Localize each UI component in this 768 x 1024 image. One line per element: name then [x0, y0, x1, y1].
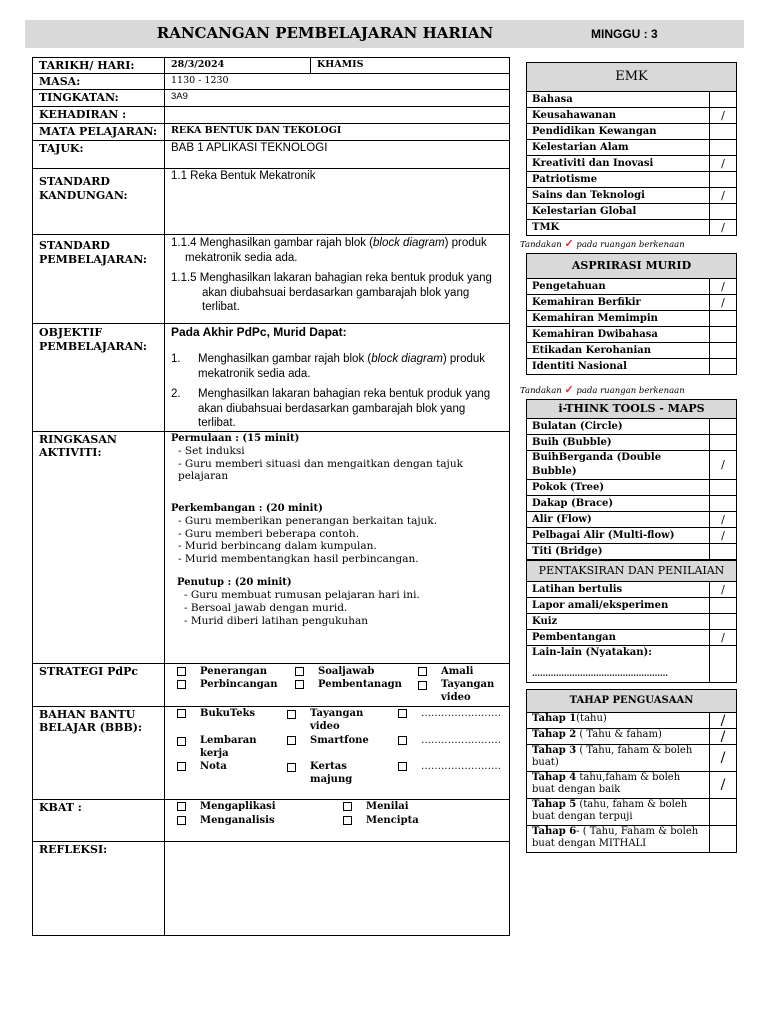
- row-kbat: [33, 800, 510, 842]
- tajuk-value[interactable]: BAB 1 APLIKASI TEKNOLOGI: [165, 141, 510, 169]
- tahap-item-desc: - ( Tahu, Faham & boleh buat dengan MITHALI: [532, 826, 699, 849]
- tahap-row: [527, 713, 737, 729]
- masa-label: MASA:: [33, 74, 165, 90]
- checkbox[interactable]: [418, 681, 427, 690]
- ithink-item-label: Alir (Flow): [527, 512, 710, 528]
- emk-item-checkbox[interactable]: [709, 92, 736, 108]
- emk-item-checkbox[interactable]: [709, 172, 736, 188]
- checkbox[interactable]: [177, 709, 186, 718]
- tahap-item-checkbox[interactable]: /: [710, 729, 737, 745]
- ithink-row: [527, 451, 737, 480]
- checkbox[interactable]: [295, 680, 304, 689]
- sk-label: STANDARD KANDUNGAN:: [33, 169, 165, 235]
- tahap-item-level: Tahap 5: [532, 799, 577, 810]
- emk-item-checkbox[interactable]: [709, 204, 736, 220]
- tahap-row: [527, 826, 737, 853]
- tahap-item-label: [527, 745, 710, 772]
- aspirasi-row: [527, 279, 737, 295]
- sp1-text-a: 1.1.4 Menghasilkan gambar rajah blok (: [171, 237, 374, 250]
- ithink-item-label: Bulatan (Circle): [527, 419, 710, 435]
- penutup-heading: Penutup : (20 minit): [177, 577, 292, 589]
- row-bbb: [33, 707, 510, 800]
- tahap-item-label: [527, 772, 710, 799]
- pentaksiran-item-checkbox[interactable]: /: [709, 630, 736, 646]
- bbb-option[interactable]: Lembaran kerja: [177, 735, 262, 760]
- kbat-option[interactable]: Menilai: [343, 801, 409, 814]
- perkembangan-item: - Murid membentangkan hasil perbincangan.: [178, 552, 419, 565]
- strategi-option[interactable]: Amali: [418, 666, 473, 679]
- kbat-option[interactable]: Mengaplikasi: [177, 801, 276, 814]
- bbb-option[interactable]: Smartfone: [287, 735, 369, 748]
- tahap-item-desc: (tahu): [576, 713, 607, 724]
- permulaan-item: - Set induksi: [178, 445, 245, 458]
- checkbox[interactable]: [177, 680, 186, 689]
- aspirasi-item-checkbox[interactable]: /: [709, 295, 736, 311]
- ithink-item-label: Titi (Bridge): [527, 544, 710, 560]
- tahap-row: [527, 729, 737, 745]
- emk-item-label: Bahasa: [527, 92, 710, 108]
- row-tarikh: [33, 58, 510, 74]
- pentaksiran-rows: [527, 582, 737, 646]
- obj-item-1: [171, 352, 503, 381]
- mata-label: MATA PELAJARAN:: [33, 124, 165, 141]
- tingkatan-value[interactable]: 3A9: [165, 90, 510, 107]
- aspirasi-item-checkbox[interactable]: [709, 327, 736, 343]
- emk-row: [527, 124, 737, 140]
- bbb-option[interactable]: Tayangan video: [287, 708, 372, 733]
- tahap-table: [526, 689, 737, 853]
- emk-item-label: Kreativiti dan Inovasi: [527, 156, 710, 172]
- row-objektif: [33, 324, 510, 432]
- bbb-option[interactable]: Kertas majung: [287, 761, 372, 786]
- emk-table: [526, 62, 737, 236]
- ithink-item-checkbox[interactable]: [710, 544, 737, 560]
- pentaksiran-row: [527, 614, 737, 630]
- aspirasi-row: [527, 359, 737, 375]
- ithink-item-checkbox[interactable]: [710, 435, 737, 451]
- ithink-row: [527, 512, 737, 528]
- perkembangan-item: - Guru memberikan penerangan berkaitan tajuk.: [178, 515, 438, 528]
- row-refleksi: [33, 842, 510, 936]
- aspirasi-item-label: Etikadan Kerohanian: [527, 343, 710, 359]
- ithink-item-checkbox[interactable]: /: [710, 512, 737, 528]
- emk-row: [527, 92, 737, 108]
- perkembangan-heading: Perkembangan : (20 minit): [171, 503, 323, 515]
- emk-item-checkbox[interactable]: /: [709, 108, 736, 124]
- permulaan-item: - Guru memberi situasi dan mengaitkan dengan tajuk pelajaran: [178, 457, 463, 483]
- week-label: MINGGU : 3: [591, 27, 658, 41]
- obj1-text-b: block diagram: [371, 353, 443, 366]
- lain-checkbox[interactable]: [709, 646, 736, 683]
- ithink-item-label: Pelbagai Alir (Multi-flow): [527, 528, 710, 544]
- row-tajuk: [33, 141, 510, 169]
- emk-item-label: Kelestarian Alam: [527, 140, 710, 156]
- pentaksiran-item-checkbox[interactable]: [709, 614, 736, 630]
- tahap-item-checkbox[interactable]: /: [710, 745, 737, 772]
- aspirasi-item-checkbox[interactable]: /: [709, 279, 736, 295]
- checkbox[interactable]: [343, 816, 352, 825]
- ithink-item-checkbox[interactable]: [710, 496, 737, 512]
- emk-item-label: Patriotisme: [527, 172, 710, 188]
- sp-label: STANDARD PEMBELAJARAN:: [33, 235, 165, 324]
- emk-row: [527, 204, 737, 220]
- emk-item-checkbox[interactable]: [709, 140, 736, 156]
- lesson-plan-table: [32, 57, 510, 936]
- tahap-title: TAHAP PENGUASAAN: [527, 690, 737, 713]
- pentaksiran-row: [527, 598, 737, 614]
- emk-item-label: Pendidikan Kewangan: [527, 124, 710, 140]
- emk-title: EMK: [527, 63, 737, 92]
- lain-dots: ……………………………………………: [532, 668, 668, 678]
- obj1-text-c: ) produk mekatronik sedia ada.: [198, 353, 486, 380]
- checkbox[interactable]: [177, 667, 186, 676]
- ithink-item-label: Buih (Bubble): [527, 435, 710, 451]
- pentaksiran-item-label: Lapor amali/eksperimen: [527, 598, 710, 614]
- penutup-item: - Bersoal jawab dengan murid.: [184, 602, 348, 614]
- tahap-rows: [527, 713, 737, 853]
- emk-item-checkbox[interactable]: [709, 124, 736, 140]
- strategi-option[interactable]: Penerangan: [177, 666, 267, 679]
- tahap-item-level: Tahap 6: [532, 826, 577, 837]
- emk-item-label: Kelestarian Global: [527, 204, 710, 220]
- kbat-label: KBAT :: [33, 800, 165, 842]
- perkembangan-item: - Murid berbincang dalam kumpulan.: [178, 540, 377, 553]
- kehadiran-value[interactable]: [165, 107, 510, 124]
- pentaksiran-item-label: Pembentangan: [527, 630, 710, 646]
- aspirasi-row: [527, 327, 737, 343]
- ithink-row: [527, 496, 737, 512]
- checkbox[interactable]: [177, 816, 186, 825]
- aspirasi-item-checkbox[interactable]: [709, 343, 736, 359]
- obj-intro: Pada Akhir PdPc, Murid Dapat:: [171, 325, 347, 340]
- row-mata-pelajaran: [33, 124, 510, 141]
- aspirasi-row: [527, 295, 737, 311]
- ithink-row: [527, 544, 737, 560]
- ithink-item-label: BuihBerganda (Double Bubble): [527, 451, 710, 480]
- kbat-options: [165, 800, 510, 842]
- tahap-item-desc: ( Tahu & faham): [576, 729, 662, 740]
- masa-value[interactable]: 1130 - 1230: [165, 74, 510, 90]
- tahap-item-label: [527, 799, 710, 826]
- checkbox[interactable]: [343, 802, 352, 811]
- tahap-item-checkbox[interactable]: [710, 799, 737, 826]
- aspirasi-item-label: Kemahiran Memimpin: [527, 311, 710, 327]
- checkbox[interactable]: [177, 802, 186, 811]
- tahap-item-checkbox[interactable]: /: [710, 772, 737, 799]
- tahap-item-level: Tahap 3: [532, 745, 577, 756]
- emk-row: [527, 156, 737, 172]
- sp-value[interactable]: [165, 235, 510, 324]
- strategi-options: [165, 664, 510, 707]
- checkbox[interactable]: [287, 763, 296, 772]
- ithink-item-checkbox[interactable]: /: [710, 528, 737, 544]
- emk-note: Tandakan ✓ pada ruangan berkenaan: [520, 237, 685, 250]
- ithink-item-label: Pokok (Tree): [527, 480, 710, 496]
- tahap-item-checkbox[interactable]: [710, 826, 737, 853]
- aspirasi-item-checkbox[interactable]: [709, 359, 736, 375]
- hari-value[interactable]: KHAMIS: [311, 58, 510, 74]
- tahap-item-level: Tahap 4: [532, 772, 577, 783]
- sp1-text-b: block diagram: [373, 237, 445, 250]
- ithink-item-checkbox[interactable]: /: [710, 451, 737, 480]
- emk-item-checkbox[interactable]: /: [709, 188, 736, 204]
- checkbox[interactable]: [295, 667, 304, 676]
- obj1-text-a: Menghasilkan gambar rajah blok (: [198, 353, 372, 366]
- bbb-option[interactable]: Nota: [177, 761, 227, 774]
- pentaksiran-item-checkbox[interactable]: /: [709, 582, 736, 598]
- lain-cell[interactable]: [527, 646, 710, 683]
- obj2-num: 2.: [171, 388, 181, 401]
- refleksi-label: REFLEKSI:: [33, 842, 165, 936]
- obj1-text: [198, 352, 503, 381]
- tarikh-value[interactable]: 28/3/2024: [165, 58, 311, 74]
- checkbox[interactable]: [398, 709, 407, 718]
- ithink-rows: [527, 419, 737, 560]
- aspirasi-table: [526, 253, 737, 375]
- obj-label: OBJEKTIF PEMBELAJARAN:: [33, 324, 165, 432]
- header-banner: [25, 20, 744, 48]
- obj2-text: Menghasilkan lakaran bahagian reka bentuk produk yang akan diubahsuai berdasarkan gambarajah blok yang terlibat.: [198, 388, 491, 429]
- lain-label: Lain-lain (Nyatakan):: [532, 647, 652, 658]
- emk-item-checkbox[interactable]: /: [709, 156, 736, 172]
- bbb-option[interactable]: ……………………: [398, 735, 501, 748]
- emk-row: [527, 172, 737, 188]
- bbb-option[interactable]: BukuTeks: [177, 708, 255, 721]
- penutup-item: - Guru membuat rumusan pelajaran hari ini.: [184, 589, 420, 602]
- emk-item-label: Sains dan Teknologi: [527, 188, 710, 204]
- tajuk-label: TAJUK:: [33, 141, 165, 169]
- checkbox[interactable]: [287, 710, 296, 719]
- checkbox[interactable]: [287, 736, 296, 745]
- ithink-row: [527, 435, 737, 451]
- pentaksiran-table: [526, 560, 737, 683]
- strategi-option[interactable]: Pembentanagn: [295, 679, 402, 692]
- pentaksiran-item-label: Kuiz: [527, 614, 710, 630]
- kbat-option[interactable]: Mencipta: [343, 815, 419, 828]
- tahap-item-label: [527, 826, 710, 853]
- tahap-item-desc: tahu,faham & boleh buat dengan baik: [532, 772, 681, 795]
- ithink-row: [527, 419, 737, 435]
- ithink-row: [527, 528, 737, 544]
- tahap-item-label: [527, 729, 710, 745]
- checkbox[interactable]: [177, 737, 186, 746]
- emk-row: [527, 188, 737, 204]
- checkbox[interactable]: [418, 667, 427, 676]
- tahap-item-level: Tahap 1: [532, 713, 577, 724]
- pentaksiran-item-checkbox[interactable]: [709, 598, 736, 614]
- kehadiran-label: KEHADIRAN :: [33, 107, 165, 124]
- tahap-item-desc: ( Tahu, faham & boleh buat): [532, 745, 693, 768]
- obj-value[interactable]: [165, 324, 510, 432]
- row-tingkatan: [33, 90, 510, 107]
- bbb-label: BAHAN BANTU BELAJAR (BBB):: [33, 707, 165, 800]
- tahap-item-checkbox[interactable]: /: [710, 713, 737, 729]
- tingkatan-label: TINGKATAN:: [33, 90, 165, 107]
- tahap-item-desc: (tahu, faham & boleh buat dengan terpuji: [532, 799, 688, 822]
- obj1-num: 1.: [171, 353, 181, 366]
- aspirasi-item-label: Kemahiran Dwibahasa: [527, 327, 710, 343]
- sk-value[interactable]: 1.1 Reka Bentuk Mekatronik: [165, 169, 510, 235]
- perkembangan-item: - Guru memberi beberapa contoh.: [178, 527, 360, 540]
- check-mark-icon: ✓: [564, 383, 574, 396]
- pentaksiran-lain-row: [527, 646, 737, 683]
- tahap-item-label: [527, 713, 710, 729]
- checkbox[interactable]: [398, 736, 407, 745]
- mata-value[interactable]: REKA BENTUK DAN TEKOLOGI: [165, 124, 510, 141]
- aspirasi-item-label: Pengetahuan: [527, 279, 710, 295]
- ithink-item-label: Dakap (Brace): [527, 496, 710, 512]
- obj-item-2: [171, 387, 503, 430]
- emk-row: [527, 140, 737, 156]
- bbb-option[interactable]: ……………………: [398, 761, 501, 774]
- checkbox[interactable]: [177, 762, 186, 771]
- permulaan-heading: Permulaan : (15 minit): [171, 433, 300, 445]
- aspirasi-rows: [527, 279, 737, 375]
- tahap-item-level: Tahap 2: [532, 729, 577, 740]
- row-kehadiran: [33, 107, 510, 124]
- aspirasi-note: Tandakan ✓ pada ruangan berkenaan: [520, 383, 685, 396]
- kbat-option[interactable]: Menganalisis: [177, 815, 275, 828]
- strategi-option[interactable]: Tayangan video: [418, 679, 501, 704]
- emk-rows: [527, 92, 737, 236]
- bbb-option[interactable]: ……………………: [398, 708, 501, 721]
- strategi-option[interactable]: Perbincangan: [177, 679, 278, 692]
- tarikh-label: TARIKH/ HARI:: [33, 58, 165, 74]
- tahap-row: [527, 745, 737, 772]
- row-masa: [33, 74, 510, 90]
- emk-item-label: TMK: [527, 220, 710, 236]
- tahap-row: [527, 772, 737, 799]
- pentaksiran-row: [527, 582, 737, 598]
- strategi-option[interactable]: Soaljawab: [295, 666, 374, 679]
- emk-row: [527, 220, 737, 236]
- bbb-options: [165, 707, 510, 800]
- aspirasi-row: [527, 311, 737, 327]
- row-strategi: [33, 664, 510, 707]
- ithink-item-checkbox[interactable]: [710, 419, 737, 435]
- emk-item-label: Keusahawanan: [527, 108, 710, 124]
- ithink-item-checkbox[interactable]: [710, 480, 737, 496]
- check-mark-icon: ✓: [564, 237, 574, 250]
- pentaksiran-title: PENTAKSIRAN DAN PENILAIAN: [527, 561, 737, 582]
- aspirasi-row: [527, 343, 737, 359]
- penutup-item: - Murid diberi latihan pengukuhan: [184, 614, 368, 627]
- emk-item-checkbox[interactable]: /: [709, 220, 736, 236]
- ring-value[interactable]: [165, 432, 510, 664]
- aspirasi-item-checkbox[interactable]: [709, 311, 736, 327]
- ithink-row: [527, 480, 737, 496]
- ithink-title: i-THINK TOOLS - MAPS: [527, 400, 737, 419]
- sp-item-1: [171, 236, 503, 265]
- pentaksiran-row: [527, 630, 737, 646]
- aspirasi-item-label: Kemahiran Berfikir: [527, 295, 710, 311]
- refleksi-value[interactable]: [165, 842, 510, 936]
- ithink-table: [526, 399, 737, 560]
- sp1-text-c: ) produk mekatronik sedia ada.: [185, 237, 487, 264]
- strategi-label: STRATEGI PdPc: [33, 664, 165, 707]
- aspirasi-title: ASPRIRASI MURID: [527, 254, 737, 279]
- pentaksiran-item-label: Latihan bertulis: [527, 582, 710, 598]
- row-standard-kandungan: [33, 169, 510, 235]
- page-title: RANCANGAN PEMBELAJARAN HARIAN: [156, 24, 494, 42]
- row-ringkasan: [33, 432, 510, 664]
- row-standard-pembelajaran: [33, 235, 510, 324]
- emk-row: [527, 108, 737, 124]
- aspirasi-item-label: Identiti Nasional: [527, 359, 710, 375]
- checkbox[interactable]: [398, 762, 407, 771]
- ring-label: RINGKASAN AKTIVITI:: [33, 432, 165, 664]
- sp-item-2: 1.1.5 Menghasilkan lakaran bahagian reka bentuk produk yang akan diubahsuai berdasarkan gambarajah blok yang terlibat.: [171, 272, 492, 313]
- tahap-row: [527, 799, 737, 826]
